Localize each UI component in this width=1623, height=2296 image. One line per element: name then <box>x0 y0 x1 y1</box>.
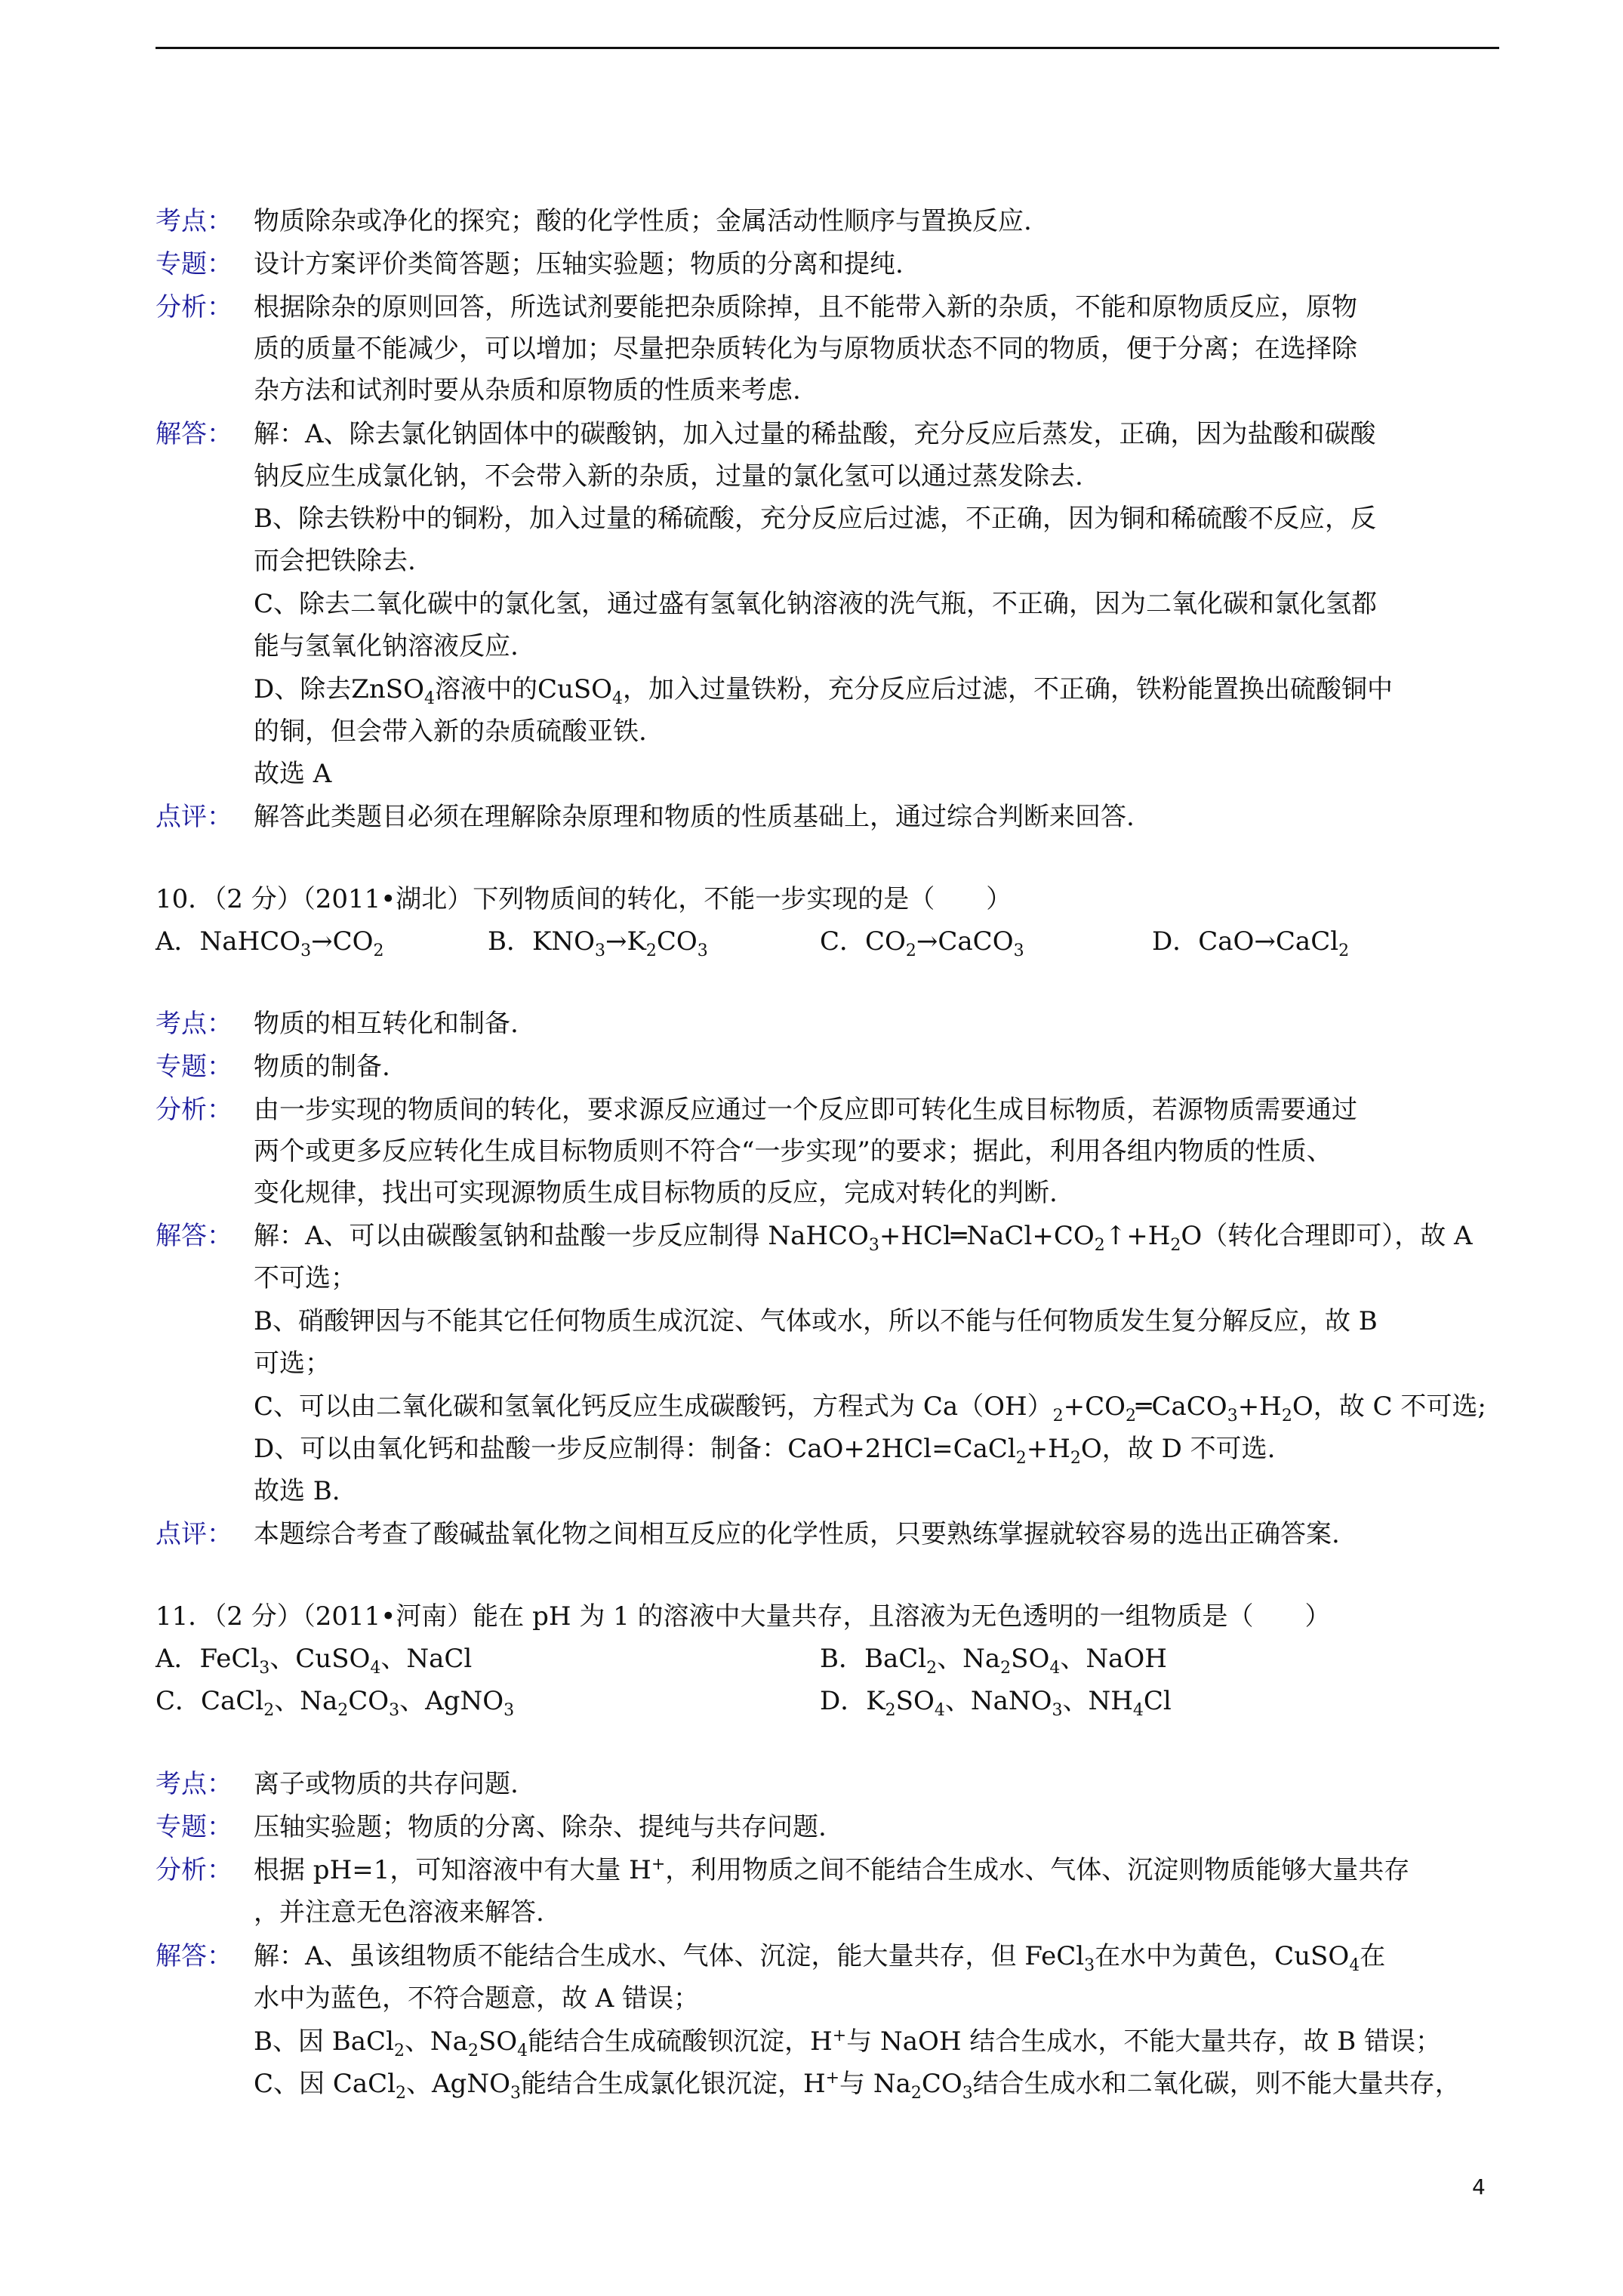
q10-answer: 故选 B. <box>254 1476 340 1506</box>
q10-fenxi-line3: 变化规律，找出可实现源物质生成目标物质的反应，完成对转化的判断. <box>254 1178 1058 1208</box>
q11-jieda-c: C、因 CaCl$_2$、AgNO$_3$能结合生成氯化银沉淀，H+与 $Na_2CO_3$结合生成水和二氧化碳，则不能大量共存， <box>254 2069 1461 2103</box>
q10-fenxi: 分析： 由一步实现的物质间的转化，要求源反应通过一个反应即可转化生成目标物质，若源物质需要通过 <box>156 1095 1357 1125</box>
q10-zhuanti: 专题： 物质的制备. <box>156 1052 390 1082</box>
q11-option-b: B．BaCl$_2$、$Na_2SO_4$、NaOH <box>820 1644 1167 1678</box>
q11-fenxi-line2: ，并注意无色溶液来解答. <box>254 1897 544 1928</box>
q10-option-a: A．$NaHCO_3\to CO_2$ <box>156 926 384 960</box>
q11-jieda: 解答： 解：A、虽该组物质不能结合生成水、气体、沉淀，能大量共存，但 FeCl$_3$在水中为黄色，CuSO$_4$在 <box>156 1941 1386 1975</box>
q11-kaodian: 考点： 离子或物质的共存问题. <box>156 1769 519 1799</box>
q10-stem: 10．（2 分）（2011•湖北）下列物质间的转化，不能一步实现的是（ ） <box>156 884 1012 914</box>
q9-jieda-d2: 的铜，但会带入新的杂质硫酸亚铁. <box>254 717 647 747</box>
q9-jieda-d: D、除去ZnSO$_4$溶液中的CuSO$_4$，加入过量铁粉，充分反应后过滤，不正确，铁粉能置换出硫酸铜中 <box>254 674 1394 708</box>
q10-jieda: 解答： 解：A、可以由碳酸氢钠和盐酸一步反应制得 $NaHCO_3+HCl═NaCl+CO_2↑+H_2O$（转化合理即可），故 A <box>156 1221 1473 1255</box>
q11-jieda-a2: 水中为蓝色，不符合题意，故 A 错误； <box>254 1983 700 2014</box>
q11-fenxi: 分析： 根据 pH=1，可知溶液中有大量 H+，利用物质之间不能结合生成水、气体、沉淀则物质能够大量共存 <box>156 1855 1410 1885</box>
q10-jieda-a2: 不可选； <box>254 1263 356 1293</box>
q11-option-d: D．$K_2SO_4$、NaNO$_3$、$NH_4Cl$ <box>820 1686 1172 1720</box>
q10-jieda-b2: 可选； <box>254 1348 331 1379</box>
q10-option-d: D．CaO→CaCl$_2$ <box>1152 926 1350 960</box>
q9-jieda-b: B、除去铁粉中的铜粉，加入过量的稀硫酸，充分反应后过滤，不正确，因为铜和稀硫酸不反应，反 <box>254 504 1376 534</box>
q9-jieda-b2: 而会把铁除去. <box>254 546 416 576</box>
q10-option-c: C．$CO_2\to CaCO_3$ <box>820 926 1024 960</box>
q9-answer: 故选 A <box>254 759 332 789</box>
q11-option-c: C．CaCl$_2$、$Na_2CO_3$、AgNO$_3$ <box>156 1686 515 1720</box>
q11-zhuanti: 专题： 压轴实验题；物质的分离、除杂、提纯与共存问题. <box>156 1812 827 1842</box>
q11-jieda-b: B、因 BaCl$_2$、$Na_2SO_4$能结合生成硫酸钡沉淀，H+与 NaOH 结合生成水，不能大量共存，故 B 错误； <box>254 2026 1441 2060</box>
q10-jieda-b: B、硝酸钾因与不能其它任何物质生成沉淀、气体或水，所以不能与任何物质发生复分解反应，故 B <box>254 1306 1378 1336</box>
header-rule <box>156 47 1499 49</box>
q9-jieda-c2: 能与氢氧化钠溶液反应. <box>254 631 519 661</box>
q11-option-a: A．FeCl$_3$、CuSO$_4$、NaCl <box>156 1644 473 1678</box>
q9-fenxi-line2: 质的质量不能减少，可以增加；尽量把杂质转化为与原物质状态不同的物质，便于分离；在选择除 <box>254 334 1357 364</box>
q9-fenxi: 分析： 根据除杂的原则回答，所选试剂要能把杂质除掉，且不能带入新的杂质，不能和原物质反应，原物 <box>156 292 1357 322</box>
q10-fenxi-line2: 两个或更多反应转化生成目标物质则不符合“一步实现”的要求；据此，利用各组内物质的性质、 <box>254 1136 1332 1166</box>
q9-fenxi-line3: 杂方法和试剂时要从杂质和原物质的性质来考虑. <box>254 375 801 405</box>
q10-kaodian: 考点： 物质的相互转化和制备. <box>156 1009 519 1039</box>
q10-jieda-d: D、可以由氧化钙和盐酸一步反应制得：制备：$CaO+2HCl=CaCl_2+H_2O$，故 D 不可选. <box>254 1434 1276 1468</box>
q10-option-b: B．$KNO_3\to K_2CO_3$ <box>488 926 708 960</box>
page-number: 4 <box>1472 2174 1486 2199</box>
q11-stem: 11．（2 分）（2011•河南）能在 pH 为 1 的溶液中大量共存，且溶液为无色透明的一组物质是（ ） <box>156 1601 1331 1632</box>
q9-jieda: 解答： 解：A、除去氯化钠固体中的碳酸钠，加入过量的稀盐酸，充分反应后蒸发，正确，因为盐酸和碳酸 <box>156 419 1376 449</box>
q10-dianping: 点评： 本题综合考查了酸碱盐氧化物之间相互反应的化学性质，只要熟练掌握就较容易的选出正确答案. <box>156 1519 1340 1549</box>
q9-zhuanti: 专题： 设计方案评价类简答题；压轴实验题；物质的分离和提纯. <box>156 249 904 279</box>
q9-dianping: 点评： 解答此类题目必须在理解除杂原理和物质的性质基础上，通过综合判断来回答. <box>156 802 1135 832</box>
q9-kaodian: 考点： 物质除杂或净化的探究；酸的化学性质；金属活动性顺序与置换反应. <box>156 206 1032 236</box>
q10-jieda-c: C、可以由二氧化碳和氢氧化钙反应生成碳酸钙，方程式为 $Ca(OH)_2+CO_2═CaCO_3+H_2O$，故 C 不可选; <box>254 1391 1486 1425</box>
q9-jieda-c: C、除去二氧化碳中的氯化氢，通过盛有氢氧化钠溶液的洗气瓶，不正确，因为二氧化碳和氯化氢都 <box>254 589 1378 619</box>
q9-jieda-line2: 钠反应生成氯化钠，不会带入新的杂质，过量的氯化氢可以通过蒸发除去. <box>254 461 1083 492</box>
